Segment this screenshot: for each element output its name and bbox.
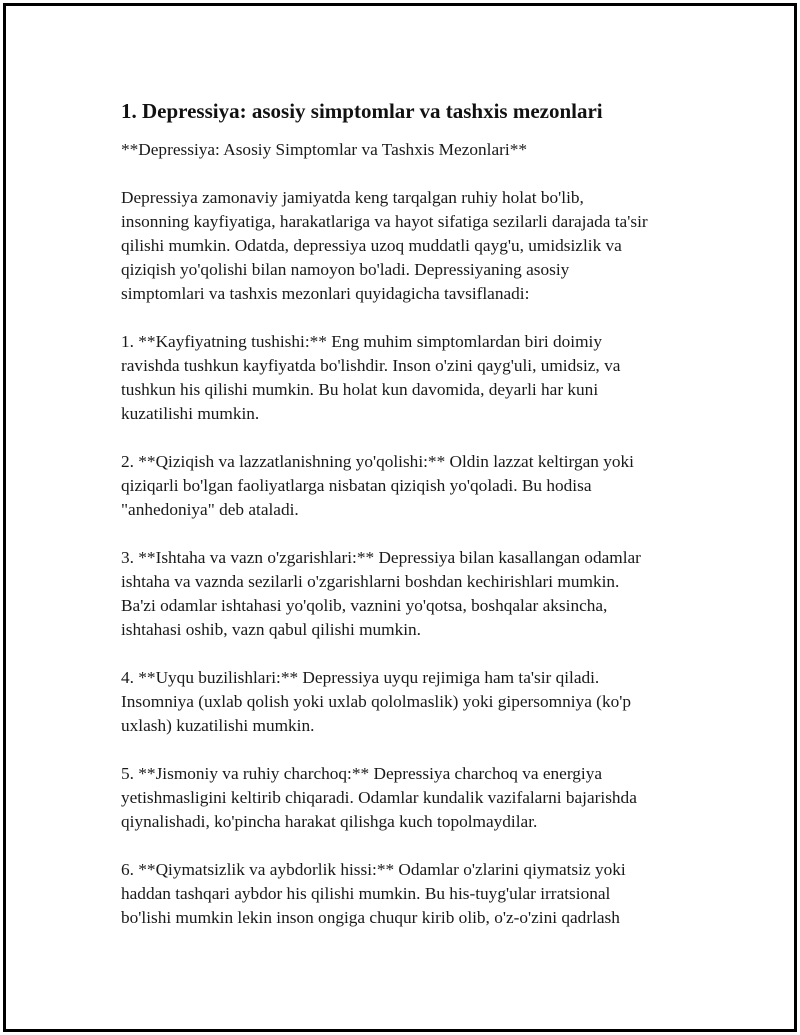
symptom-item-1: 1. **Kayfiyatning tushishi:** Eng muhim simptomlardan biri doimiy ravishda tushkun kayfiyatda bo'lishdir. Inson o'zini qayg'uli, umidsiz, va tushkun his qilishi mumkin. Bu holat kun davomida, deyarli har kuni kuzatilishi mumkin. (121, 332, 621, 423)
intro-paragraph: Depressiya zamonaviy jamiyatda keng tarqalgan ruhiy holat bo'lib, insonning kayfiyatiga, harakatlariga va hayot sifatiga sezilarli darajada ta'sir qilishi mumkin. Odatda, depressiya uzoq muddatli qayg'u, umidsizlik va qiziqish yo'qolishi bilan namoyon bo'ladi. Depressiyaning asosiy simptomlari va tashxis mezonlari quyidagicha tavsiflanadi: (121, 188, 648, 303)
symptom-item-6: 6. **Qiymatsizlik va aybdorlik hissi:** Odamlar o'zlarini qiymatsiz yoki haddan tashqari aybdor his qilishi mumkin. Bu his-tuyg'ular irratsional bo'lishi mumkin lekin inson ongiga chuqur kirib olib, o'z-o'zini qadrlash (121, 860, 626, 927)
document-subheading: **Depressiya: Asosiy Simptomlar va Tashxis Mezonlari** (121, 140, 527, 159)
page-frame (3, 3, 797, 1032)
symptom-item-3: 3. **Ishtaha va vazn o'zgarishlari:** Depressiya bilan kasallangan odamlar ishtaha va vaznda sezilarli o'zgarishlarni boshdan kechirishlari mumkin. Ba'zi odamlar ishtahasi yo'qolib, vaznini yo'qotsa, boshqalar aksincha, ishtahasi oshib, vazn qabul qilishi mumkin. (121, 548, 641, 639)
symptom-item-5: 5. **Jismoniy va ruhiy charchoq:** Depressiya charchoq va energiya yetishmasligini keltirib chiqaradi. Odamlar kundalik vazifalarni bajarishda qiynalishadi, ko'pincha harakat qilishga kuch topolmaydilar. (121, 764, 637, 831)
document-title: 1. Depressiya: asosiy simptomlar va tashxis mezonlari (121, 99, 603, 123)
symptom-item-2: 2. **Qiziqish va lazzatlanishning yo'qolishi:** Oldin lazzat keltirgan yoki qiziqarli bo'lgan faoliyatlarga nisbatan qiziqish yo'qoladi. Bu hodisa "anhedoniya" deb ataladi. (121, 452, 634, 519)
symptom-item-4: 4. **Uyqu buzilishlari:** Depressiya uyqu rejimiga ham ta'sir qiladi. Insomniya (uxlab qolish yoki uxlab qololmaslik) yoki gipersomniya (ko'p uxlash) kuzatilishi mumkin. (121, 668, 631, 735)
document-body (121, 98, 706, 954)
